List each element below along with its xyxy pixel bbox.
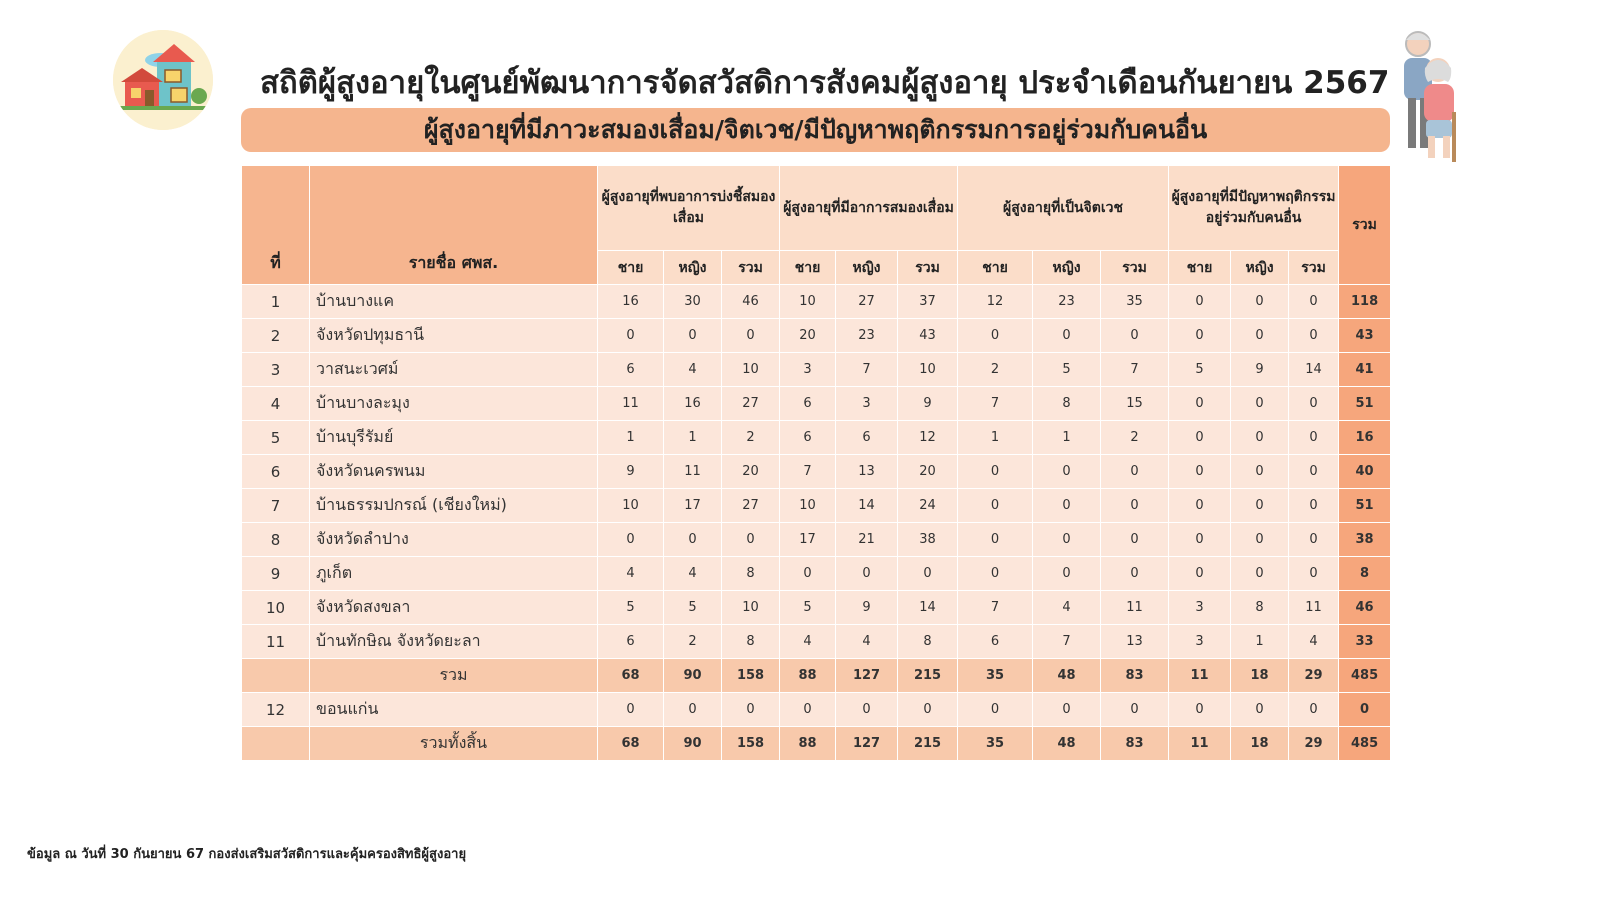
value-cell: 18: [1231, 659, 1289, 693]
value-cell: 24: [898, 489, 958, 523]
row-number: 3: [242, 353, 310, 387]
value-cell: 158: [722, 727, 780, 761]
header-no: ที่: [242, 166, 310, 285]
row-number: 5: [242, 421, 310, 455]
value-cell: 2: [958, 353, 1033, 387]
row-total: 33: [1339, 625, 1391, 659]
value-cell: 10: [898, 353, 958, 387]
value-cell: 27: [722, 387, 780, 421]
value-cell: 16: [664, 387, 722, 421]
row-number: 4: [242, 387, 310, 421]
value-cell: 11: [1169, 727, 1231, 761]
value-cell: 11: [1101, 591, 1169, 625]
value-cell: 29: [1289, 659, 1339, 693]
elderly-couple-icon: [1388, 26, 1468, 166]
statistics-table: [241, 165, 1391, 761]
value-cell: 38: [898, 523, 958, 557]
value-cell: 48: [1033, 727, 1101, 761]
table-row: [242, 489, 1391, 523]
value-cell: 0: [1231, 285, 1289, 319]
table-row: [242, 319, 1391, 353]
value-cell: 4: [1033, 591, 1101, 625]
value-cell: 0: [958, 489, 1033, 523]
center-name: ขอนแก่น: [310, 693, 598, 727]
value-cell: 0: [1033, 319, 1101, 353]
center-name: บ้านบางแค: [310, 285, 598, 319]
value-cell: 88: [780, 727, 836, 761]
subtotal-row: [242, 659, 1391, 693]
value-cell: 3: [1169, 591, 1231, 625]
value-cell: 0: [1169, 523, 1231, 557]
header-female: หญิง: [1231, 251, 1289, 285]
value-cell: 16: [598, 285, 664, 319]
row-number: 2: [242, 319, 310, 353]
header-group-dementia-symptoms: ผู้สูงอายุที่พบอาการบ่งชี้สมองเสื่อม: [598, 166, 780, 251]
row-number: 8: [242, 523, 310, 557]
row-total: 118: [1339, 285, 1391, 319]
value-cell: 35: [958, 727, 1033, 761]
value-cell: 10: [598, 489, 664, 523]
value-cell: 17: [664, 489, 722, 523]
row-number: 9: [242, 557, 310, 591]
value-cell: 7: [836, 353, 898, 387]
value-cell: 10: [722, 591, 780, 625]
value-cell: 29: [1289, 727, 1339, 761]
center-name: รวมทั้งสิ้น: [310, 727, 598, 761]
value-cell: 15: [1101, 387, 1169, 421]
value-cell: 23: [836, 319, 898, 353]
value-cell: 9: [1231, 353, 1289, 387]
header-center-name: รายชื่อ ศพส.: [310, 166, 598, 285]
value-cell: 18: [1231, 727, 1289, 761]
value-cell: 0: [1289, 557, 1339, 591]
value-cell: 11: [1169, 659, 1231, 693]
value-cell: 0: [1231, 387, 1289, 421]
value-cell: 7: [1033, 625, 1101, 659]
table-row: [242, 523, 1391, 557]
center-name: จังหวัดสงขลา: [310, 591, 598, 625]
value-cell: 5: [664, 591, 722, 625]
value-cell: 10: [722, 353, 780, 387]
value-cell: 6: [780, 421, 836, 455]
value-cell: 0: [958, 523, 1033, 557]
value-cell: 0: [1289, 285, 1339, 319]
value-cell: 0: [722, 693, 780, 727]
value-cell: 0: [1231, 455, 1289, 489]
value-cell: 8: [722, 557, 780, 591]
value-cell: 3: [780, 353, 836, 387]
value-cell: 11: [598, 387, 664, 421]
value-cell: 11: [664, 455, 722, 489]
value-cell: 3: [1169, 625, 1231, 659]
value-cell: 0: [1033, 455, 1101, 489]
center-name: ภูเก็ต: [310, 557, 598, 591]
value-cell: 0: [1289, 421, 1339, 455]
row-total: 0: [1339, 693, 1391, 727]
header-total: รวม: [1339, 166, 1391, 285]
header-male: ชาย: [958, 251, 1033, 285]
value-cell: 83: [1101, 659, 1169, 693]
value-cell: 0: [1169, 557, 1231, 591]
value-cell: 0: [598, 693, 664, 727]
header-male: ชาย: [1169, 251, 1231, 285]
value-cell: 0: [1289, 455, 1339, 489]
value-cell: 0: [598, 319, 664, 353]
row-total: 8: [1339, 557, 1391, 591]
value-cell: 0: [664, 523, 722, 557]
value-cell: 21: [836, 523, 898, 557]
center-name: บ้านทักษิณ จังหวัดยะลา: [310, 625, 598, 659]
header-group-psychiatric: ผู้สูงอายุที่เป็นจิตเวช: [958, 166, 1169, 251]
value-cell: 0: [1169, 319, 1231, 353]
value-cell: 0: [958, 693, 1033, 727]
row-total: 38: [1339, 523, 1391, 557]
row-total: 46: [1339, 591, 1391, 625]
value-cell: 37: [898, 285, 958, 319]
value-cell: 4: [664, 557, 722, 591]
value-cell: 0: [1289, 523, 1339, 557]
value-cell: 9: [836, 591, 898, 625]
value-cell: 88: [780, 659, 836, 693]
value-cell: 10: [780, 489, 836, 523]
value-cell: 7: [780, 455, 836, 489]
grand-total-row: [242, 727, 1391, 761]
row-total: 485: [1339, 659, 1391, 693]
table-row: [242, 591, 1391, 625]
value-cell: 0: [664, 693, 722, 727]
value-cell: 4: [1289, 625, 1339, 659]
header-sum: รวม: [1101, 251, 1169, 285]
value-cell: 4: [836, 625, 898, 659]
header-sum: รวม: [898, 251, 958, 285]
header-male: ชาย: [598, 251, 664, 285]
header-group-behavior: ผู้สูงอายุที่มีปัญหาพฤติกรรมอยู่ร่วมกับคนอื่น: [1169, 166, 1339, 251]
value-cell: 0: [1289, 693, 1339, 727]
value-cell: 46: [722, 285, 780, 319]
value-cell: 0: [1231, 489, 1289, 523]
value-cell: 0: [1101, 489, 1169, 523]
row-total: 51: [1339, 489, 1391, 523]
value-cell: 5: [780, 591, 836, 625]
value-cell: 20: [722, 455, 780, 489]
value-cell: 23: [1033, 285, 1101, 319]
center-name: บ้านบางละมุง: [310, 387, 598, 421]
value-cell: 0: [722, 319, 780, 353]
value-cell: 20: [898, 455, 958, 489]
value-cell: 127: [836, 727, 898, 761]
value-cell: 0: [1033, 557, 1101, 591]
value-cell: 0: [1101, 693, 1169, 727]
header-female: หญิง: [1033, 251, 1101, 285]
value-cell: 4: [780, 625, 836, 659]
value-cell: 7: [1101, 353, 1169, 387]
value-cell: 43: [898, 319, 958, 353]
value-cell: 14: [1289, 353, 1339, 387]
row-total: 40: [1339, 455, 1391, 489]
value-cell: 2: [722, 421, 780, 455]
value-cell: 0: [1231, 523, 1289, 557]
header-female: หญิง: [836, 251, 898, 285]
value-cell: 0: [1289, 319, 1339, 353]
value-cell: 0: [780, 557, 836, 591]
value-cell: 8: [1033, 387, 1101, 421]
value-cell: 0: [1169, 285, 1231, 319]
value-cell: 0: [898, 557, 958, 591]
value-cell: 4: [664, 353, 722, 387]
value-cell: 48: [1033, 659, 1101, 693]
value-cell: 13: [1101, 625, 1169, 659]
value-cell: 12: [898, 421, 958, 455]
table-row: [242, 421, 1391, 455]
value-cell: 14: [898, 591, 958, 625]
value-cell: 5: [1033, 353, 1101, 387]
value-cell: 4: [598, 557, 664, 591]
value-cell: 6: [598, 353, 664, 387]
data-source-footer: ข้อมูล ณ วันที่ 30 กันยายน 67 กองส่งเสริมสวัสดิการและคุ้มครองสิทธิผู้สูงอายุ: [27, 847, 467, 862]
table-subtitle: ผู้สูงอายุที่มีภาวะสมองเสื่อม/จิตเวช/มีปัญหาพฤติกรรมการอยู่ร่วมกับคนอื่น: [241, 108, 1390, 152]
value-cell: 8: [722, 625, 780, 659]
row-total: 43: [1339, 319, 1391, 353]
row-total: 16: [1339, 421, 1391, 455]
value-cell: 0: [958, 455, 1033, 489]
table-row: [242, 455, 1391, 489]
value-cell: 0: [1169, 455, 1231, 489]
value-cell: 0: [1101, 455, 1169, 489]
center-name: บ้านบุรีรัมย์: [310, 421, 598, 455]
table-body: [242, 285, 1391, 761]
house-logo-icon: [113, 30, 213, 130]
header-sum: รวม: [1289, 251, 1339, 285]
value-cell: 68: [598, 727, 664, 761]
table-row: [242, 693, 1391, 727]
center-name: วาสนะเวศม์: [310, 353, 598, 387]
value-cell: 35: [1101, 285, 1169, 319]
value-cell: 1: [958, 421, 1033, 455]
value-cell: 0: [1101, 319, 1169, 353]
value-cell: 127: [836, 659, 898, 693]
value-cell: 0: [1289, 489, 1339, 523]
value-cell: 6: [598, 625, 664, 659]
value-cell: 1: [598, 421, 664, 455]
center-name: จังหวัดลำปาง: [310, 523, 598, 557]
header-female: หญิง: [664, 251, 722, 285]
value-cell: 5: [598, 591, 664, 625]
value-cell: 0: [598, 523, 664, 557]
value-cell: 14: [836, 489, 898, 523]
header-male: ชาย: [780, 251, 836, 285]
value-cell: 1: [1231, 625, 1289, 659]
value-cell: 215: [898, 659, 958, 693]
row-number: 11: [242, 625, 310, 659]
value-cell: 7: [958, 591, 1033, 625]
row-total: 485: [1339, 727, 1391, 761]
value-cell: 27: [722, 489, 780, 523]
center-name: บ้านธรรมปกรณ์ (เชียงใหม่): [310, 489, 598, 523]
value-cell: 0: [836, 557, 898, 591]
value-cell: 0: [1169, 693, 1231, 727]
value-cell: 9: [898, 387, 958, 421]
value-cell: 13: [836, 455, 898, 489]
center-name: รวม: [310, 659, 598, 693]
value-cell: 0: [1033, 489, 1101, 523]
row-number: 7: [242, 489, 310, 523]
value-cell: 0: [958, 319, 1033, 353]
row-total: 51: [1339, 387, 1391, 421]
value-cell: 0: [1101, 557, 1169, 591]
row-number: 6: [242, 455, 310, 489]
value-cell: 0: [1231, 319, 1289, 353]
row-number: [242, 659, 310, 693]
value-cell: 6: [836, 421, 898, 455]
table-row: [242, 353, 1391, 387]
value-cell: 2: [1101, 421, 1169, 455]
header-group-dementia: ผู้สูงอายุที่มีอาการสมองเสื่อม: [780, 166, 958, 251]
value-cell: 7: [958, 387, 1033, 421]
table-row: [242, 387, 1391, 421]
value-cell: 2: [664, 625, 722, 659]
table-row: [242, 625, 1391, 659]
value-cell: 8: [898, 625, 958, 659]
row-number: 1: [242, 285, 310, 319]
row-number: 12: [242, 693, 310, 727]
value-cell: 35: [958, 659, 1033, 693]
value-cell: 83: [1101, 727, 1169, 761]
value-cell: 10: [780, 285, 836, 319]
center-name: จังหวัดปทุมธานี: [310, 319, 598, 353]
value-cell: 0: [958, 557, 1033, 591]
row-number: [242, 727, 310, 761]
table-row: [242, 557, 1391, 591]
value-cell: 0: [780, 693, 836, 727]
value-cell: 0: [1101, 523, 1169, 557]
table-row: [242, 285, 1391, 319]
value-cell: 5: [1169, 353, 1231, 387]
value-cell: 3: [836, 387, 898, 421]
value-cell: 6: [780, 387, 836, 421]
value-cell: 158: [722, 659, 780, 693]
value-cell: 1: [1033, 421, 1101, 455]
value-cell: 0: [1169, 489, 1231, 523]
value-cell: 17: [780, 523, 836, 557]
page-title: สถิติผู้สูงอายุในศูนย์พัฒนาการจัดสวัสดิการสังคมผู้สูงอายุ ประจำเดือนกันยายน 2567: [260, 65, 1390, 101]
value-cell: 20: [780, 319, 836, 353]
value-cell: 1: [664, 421, 722, 455]
value-cell: 68: [598, 659, 664, 693]
center-name: จังหวัดนครพนม: [310, 455, 598, 489]
value-cell: 0: [1169, 387, 1231, 421]
value-cell: 12: [958, 285, 1033, 319]
value-cell: 215: [898, 727, 958, 761]
value-cell: 0: [664, 319, 722, 353]
value-cell: 27: [836, 285, 898, 319]
value-cell: 0: [1033, 523, 1101, 557]
value-cell: 0: [1033, 693, 1101, 727]
value-cell: 0: [722, 523, 780, 557]
value-cell: 0: [836, 693, 898, 727]
value-cell: 30: [664, 285, 722, 319]
value-cell: 6: [958, 625, 1033, 659]
value-cell: 11: [1289, 591, 1339, 625]
value-cell: 90: [664, 659, 722, 693]
value-cell: 90: [664, 727, 722, 761]
row-total: 41: [1339, 353, 1391, 387]
row-number: 10: [242, 591, 310, 625]
value-cell: 0: [1231, 693, 1289, 727]
value-cell: 0: [1289, 387, 1339, 421]
value-cell: 0: [1231, 557, 1289, 591]
value-cell: 0: [1231, 421, 1289, 455]
header-sum: รวม: [722, 251, 780, 285]
value-cell: 8: [1231, 591, 1289, 625]
value-cell: 9: [598, 455, 664, 489]
value-cell: 0: [898, 693, 958, 727]
value-cell: 0: [1169, 421, 1231, 455]
